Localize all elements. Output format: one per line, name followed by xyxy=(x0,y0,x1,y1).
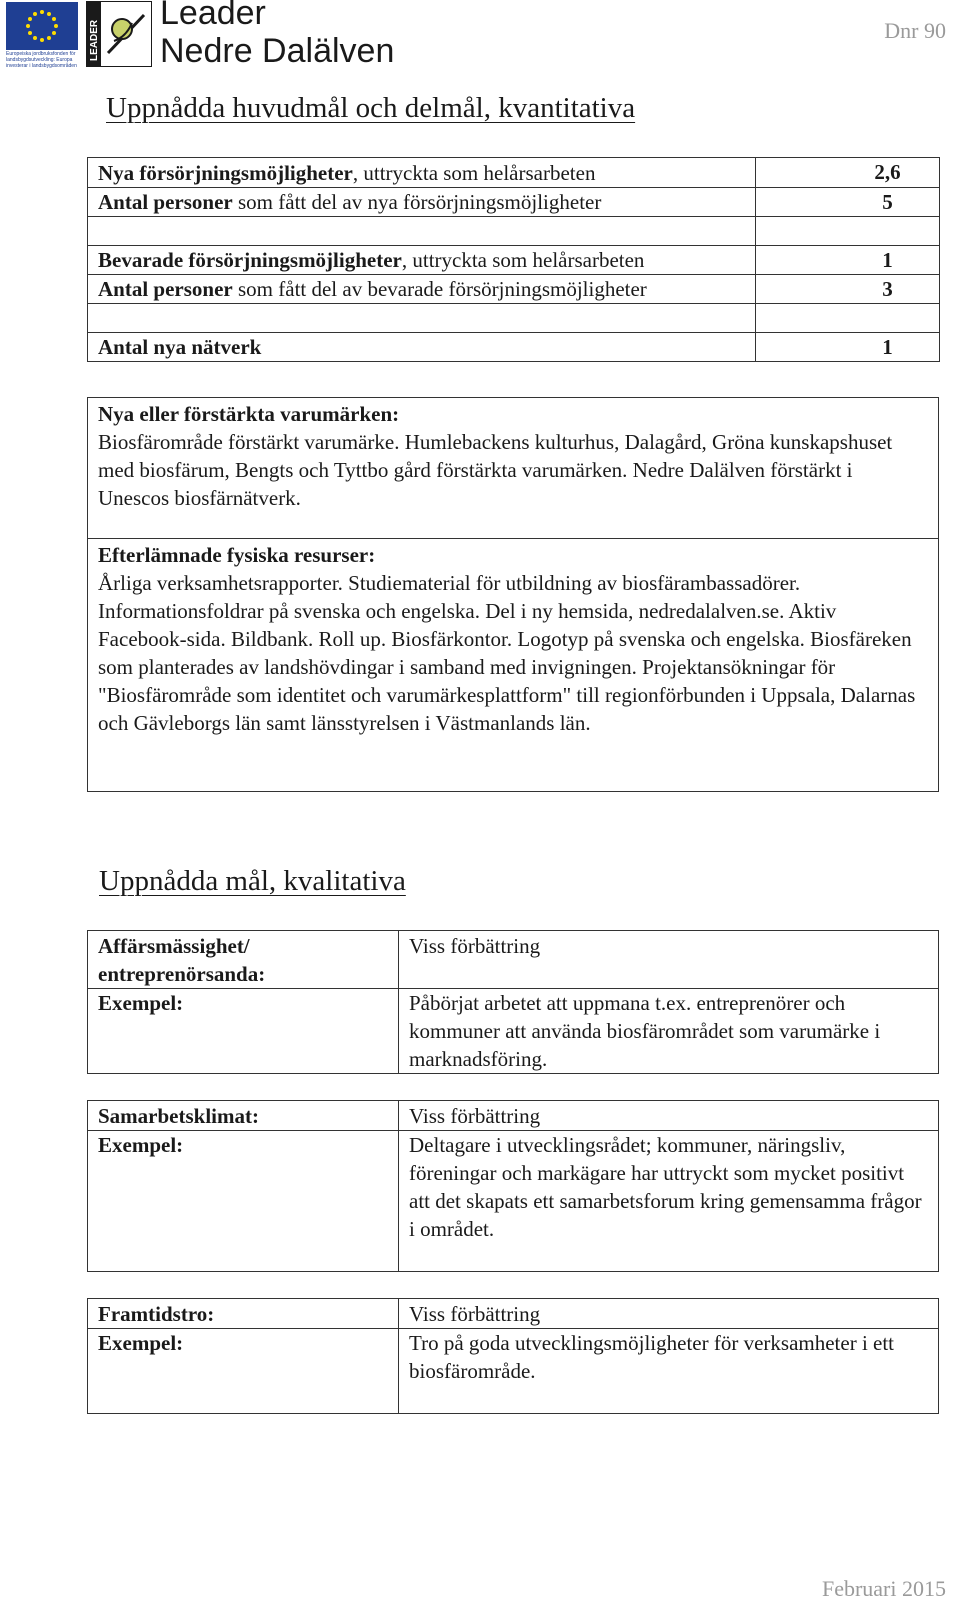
quantitative-table xyxy=(87,157,940,362)
resources-table xyxy=(87,397,939,792)
resources-text: Årliga verksamhetsrapporter. Studiematerial för utbildning av biosfärambassadörer. Informationsfoldrar på svenska och engelska. Del i ny hemsida, nedredalalven.se. Aktiv Facebook-sida. Bildbank. Roll up. Biosfärkontor. Logotyp på svenska och engelska. Biosfäreken som planterades av landshövdingar i samband med invigningen. Projektansökningar för "Biosfärområde som identitet och varumärkesplattform" till regionförbunden i Uppsala, Dalarnas och Gävleborgs län samt länsstyrelsen i Västmanlands län. xyxy=(98,571,916,735)
table-row xyxy=(88,931,939,989)
row-label-bold: Antal nya nätverk xyxy=(98,335,262,359)
table-row-spacer xyxy=(88,304,940,333)
document-number: Dnr 90 xyxy=(884,18,946,43)
example-text: Deltagare i utvecklingsrådet; kommuner, näringsliv, föreningar och markägare har uttryckt som mycket positivt att det skapats ett samarbetsforum kring gemensamma frågor i området. xyxy=(399,1131,939,1272)
leader-logo-badge xyxy=(86,1,152,67)
criterion-rating: Viss förbättring xyxy=(399,1299,939,1329)
table-row xyxy=(88,1329,939,1414)
row-value: 1 xyxy=(756,246,940,275)
quantitative-heading: Uppnådda huvudmål och delmål, kvantitativa xyxy=(106,92,636,124)
example-label: Exempel: xyxy=(98,1133,184,1157)
brand-title-leader: Leader xyxy=(160,0,266,32)
table-row xyxy=(88,275,940,304)
table-row xyxy=(88,158,940,188)
row-value: 2,6 xyxy=(756,158,940,188)
eu-fund-caption: Europeiska jordbruksfonden för landsbygdsutveckling: Europa investerar i landsbygdsområden xyxy=(6,51,77,69)
example-label: Exempel: xyxy=(98,1331,184,1355)
qualitative-block-cooperation xyxy=(87,1100,939,1272)
table-row xyxy=(88,1131,939,1272)
footer-date: Februari 2015 xyxy=(821,1576,946,1601)
table-row xyxy=(88,333,940,362)
table-row xyxy=(88,188,940,217)
example-label: Exempel: xyxy=(98,991,184,1015)
qualitative-block-future xyxy=(87,1298,939,1414)
row-label-rest: som fått del av nya försörjningsmöjligheter xyxy=(232,190,602,214)
table-row-spacer xyxy=(88,217,940,246)
eu-flag-logo xyxy=(6,2,78,50)
table-row xyxy=(88,1299,939,1329)
row-label-rest: , uttryckta som helårsarbeten xyxy=(401,248,645,272)
leader-badge-text: LEADER xyxy=(89,19,100,61)
row-value: 1 xyxy=(756,333,940,362)
table-row xyxy=(88,539,939,792)
brands-heading: Nya eller förstärkta varumärken: xyxy=(98,402,400,426)
row-label-bold: Nya försörjningsmöjligheter xyxy=(98,161,353,185)
table-row xyxy=(88,246,940,275)
brands-text: Biosfärområde förstärkt varumärke. Humlebackens kulturhus, Dalagård, Gröna kunskapshuset med biosfärum, Bengts och Tyttbo gård förstärkta varumärken. Nedre Dalälven förstärkt i Unescos biosfärnätverk. xyxy=(98,430,893,510)
row-label-bold: Antal personer xyxy=(98,277,233,301)
example-text: Tro på goda utvecklingsmöjligheter för verksamheter i ett biosfärområde. xyxy=(399,1329,939,1414)
row-label-bold: Bevarade försörjningsmöjligheter xyxy=(98,248,402,272)
row-label-rest: , uttryckta som helårsarbeten xyxy=(352,161,596,185)
criterion-rating: Viss förbättring xyxy=(399,1101,939,1131)
qualitative-heading: Uppnådda mål, kvalitativa xyxy=(99,865,406,897)
row-value: 3 xyxy=(756,275,940,304)
criterion-rating: Viss förbättring xyxy=(399,931,939,989)
criterion-label: Samarbetsklimat: xyxy=(98,1104,259,1128)
table-row xyxy=(88,1101,939,1131)
table-row xyxy=(88,398,939,539)
criterion-label: Framtidstro: xyxy=(98,1302,215,1326)
row-label-rest: som fått del av bevarade försörjningsmöjligheter xyxy=(232,277,647,301)
row-value: 5 xyxy=(756,188,940,217)
brand-title-region: Nedre Dalälven xyxy=(160,32,395,70)
resources-heading: Efterlämnade fysiska resurser: xyxy=(98,543,376,567)
example-text: Påbörjat arbetet att uppmana t.ex. entreprenörer och kommuner att använda biosfärområdet som varumärke i marknadsföring. xyxy=(399,989,939,1074)
criterion-label: Affärsmässighet/ entreprenörsanda: xyxy=(98,934,266,986)
table-row xyxy=(88,989,939,1074)
qualitative-block-business xyxy=(87,930,939,1074)
row-label-bold: Antal personer xyxy=(98,190,233,214)
